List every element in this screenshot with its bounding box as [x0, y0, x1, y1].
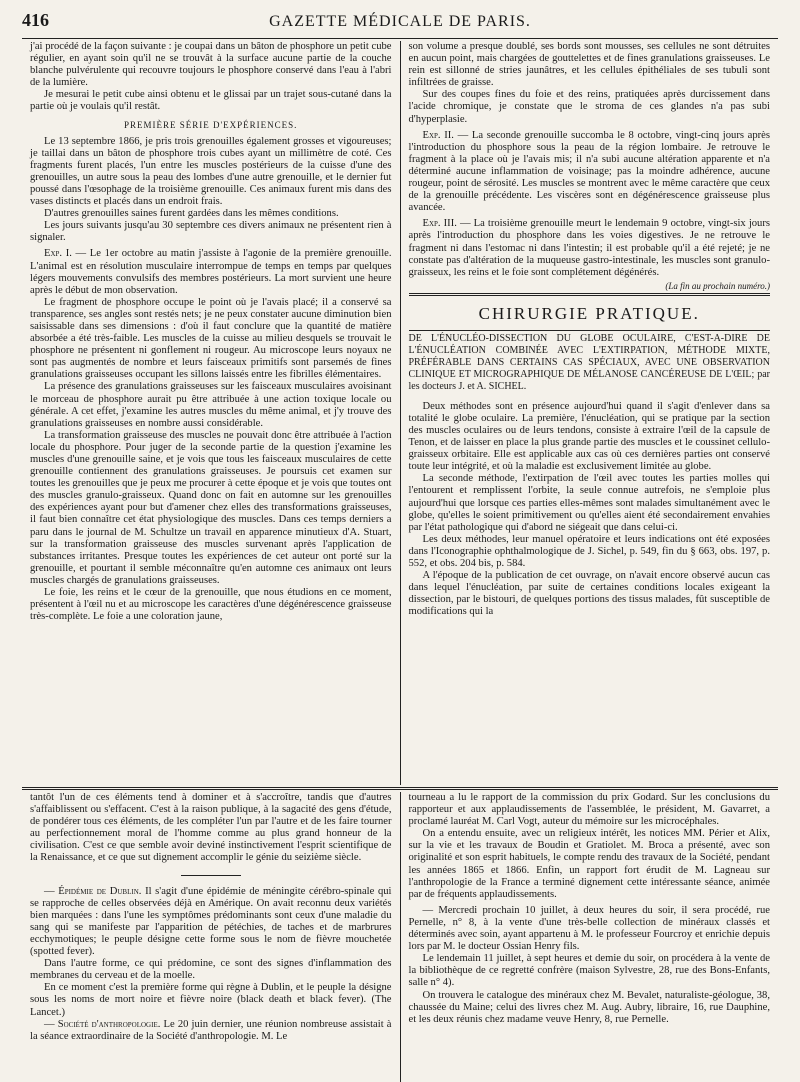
spacer [409, 393, 771, 401]
news-label: — Société d'anthropologie. [44, 1018, 161, 1030]
experiment-label: Exp. I. [44, 248, 72, 260]
paragraph: Le lendemain 11 juillet, à sept heures et demie du soir, on procédera à la vente de la bibliothèque de ce regretté confrère (maison Sylvestre, 28, rue des Bons-Enfants, salle n° 4). [408, 953, 770, 989]
news-label: — Épidémie de Dublin. [44, 885, 142, 897]
bottom-columns [22, 792, 778, 1082]
experiment-label: Exp. II. [422, 129, 454, 141]
section-rule [409, 293, 771, 296]
paragraph: Le foie, les reins et le cœur de la grenouille, que nous étudions en ce moment, présentent à l'œil nu et au microscope les caractères d'une dégénérescence graisseuse très-complète. Le foie a une coloration jaune, [30, 587, 392, 623]
paragraph: Le fragment de phosphore occupe le point où je l'avais placé; il a conservé sa transparence, ses angles sont restés nets; je ne peux constater aucune diminution bien saisissable dans ses dimensions : d'où il faut conclure que la quantité de matière absorbée a été très-faible. Les muscles de la cuisse au milieu desquels se trouvait le phosphore ne présentent ni gonflement ni rougeur. Au microscope leurs noyaux ne sont pas augmentés de nombre et leurs faisceaux primitifs sont parsemés de fines granulations graisseuses occupant les sillons laissés entre les fibrilles élémentaires. [30, 296, 392, 381]
experiment-text: — La troisième grenouille meurt le lendemain 9 octobre, vingt-six jours après l'introduction du phosphore dans les voies digestives. Je ne retrouve le fragment ni dans l'estomac ni dans l'intestin; il est probable qu'il a été rejeté; je ne constate pas d'altération de la muqueuse gastro-intestinale, les muscles sont granulo-graisseux, les reins et le foie sont complétement dégénérés. [408, 218, 771, 278]
experiment-text: — Le 1er octobre au matin j'assiste à l'agonie de la première grenouille. L'animal est en résolution musculaire interrompue de temps en temps par quelques légers mouvements convulsifs des membres postérieurs. La mort survient une heure après le début de mon observation. [30, 248, 392, 296]
paragraph: Deux méthodes sont en présence aujourd'hui quand il s'agit d'enlever dans sa totalité le globe oculaire. La première, l'énucléation, qui se pratique par la section des muscles oculaires ou de leurs tendons, consiste à extraire l'œil de la capsule de Tenon, et de laisser en place la plus grande partie des muscles et le coussinet cellulo-graisseux orbitaire. Elle est applicable aux cas où ces dernières parties ont conservé toute leur intégrité, et où la maladie est exclusivement limitée au globe. [408, 400, 770, 473]
left-column-top [22, 41, 400, 785]
paragraph: A l'époque de la publication de cet ouvrage, on n'avait encore observé aucun cas dans lequel l'énucléation, par suite de certaines conditions locales exigeant la dissection, par le bistouri, de quelques portions des tissus malades, fût susceptible de modifications qui la [408, 570, 770, 618]
paragraph: La seconde méthode, l'extirpation de l'œil avec toutes les parties molles qui l'entourent et remplissent l'orbite, la seule connue autrefois, ne s'emploie plus aujourd'hui que lorsque ces parties elles-mêmes sont malades simultanément avec le globe, qu'elles le soient primitivement ou qu'elles aient été secondairement envahies par l'état pathologique qui d'abord ne siégeait que dans celui-ci. [408, 473, 770, 533]
paragraph: Les deux méthodes, leur manuel opératoire et leurs indications ont été exposées dans l'Iconographie ophthalmologique de J. Sichel, p. 549, fin du § 663, obs. 197, p. 552, et obs. 204 bis, p. 584. [408, 533, 770, 569]
paragraph: La transformation graisseuse des muscles ne pouvait donc être attribuée à l'action locale du phosphore. Pour juger de la seconde partie de la question j'examine les muscles d'une grenouille saine, et je vois que tous les faisceaux musculaires de cette grenouille contiennent des granulations graisseuses. Je poursuis cet examen sur toutes les grenouilles que je peux me procurer à cette époque et je vois que toutes ont des muscles granulo-graisseux. Quand donc on fait en automne sur les grenouilles des expériences ayant pour but d'amener chez elles des transformations graisseuses, il faut bien connaître cet état physiologique des muscles. Dans ces temps derniers a paru dans le journal de M. Schultze un travail en apparence minutieux d'A. Stuart, sur la transformation graisseuse des muscles survenant après l'application de substances irritantes. Presque toutes les expériences de cet auteur ont porté sur la grenouille, et pourtant il semble méconnaître qu'en automne ces animaux ont leurs muscles chargés de granulations graisseuses. [30, 429, 392, 586]
paragraph: — Mercredi prochain 10 juillet, à deux heures du soir, il sera procédé, rue Pernelle, n° 8, à la vente d'une très-belle collection de minéraux classés et déterminés avec soin, ayant appartenu à M. le professeur Fourcroy et enrichie depuis lors par M. le docteur Ossian Henry fils. [408, 904, 770, 953]
paragraph: Dans l'autre forme, ce qui prédomine, ce sont des signes d'inflammation des membranes du cerveau et de la moelle. [30, 958, 392, 982]
news-paragraph [30, 1019, 392, 1043]
paragraph: j'ai procédé de la façon suivante : je coupai dans un bâton de phosphore un petit cube régulier, en ayant soin qu'il ne se trouvât à la surface aucune partie de la couche blanche pulvérulente qui recouvre toujours le phosphore conservé dans l'eau à l'abri de la lumière. [30, 41, 392, 89]
journal-title: GAZETTE MÉDICALE DE PARIS. [269, 13, 531, 30]
experiment-paragraph [409, 130, 771, 215]
short-rule [181, 875, 241, 876]
experiment-paragraph [30, 248, 392, 296]
paragraph: Sur des coupes fines du foie et des reins, pratiquées après durcissement dans l'acide chromique, je constate que le stroma de ces glandes n'a pas subi d'hyperplasie. [408, 89, 770, 125]
experiment-paragraph [409, 218, 771, 278]
experiment-text: — La seconde grenouille succomba le 8 octobre, vingt-cinq jours après l'introduction du phosphore sous la peau de la région lombaire. Je retrouve le fragment à la place où je l'avais mis; il n'a subi aucune altération apparente et n'a déterminé aucune inflammation de voisinage; pas la moindre adhérence, aucune rougeur, point de sérosité. Les muscles se montrent avec le même caractère que ceux de la grenouille précédente. Les viscères sont en dégénérescence graisseuse plus avancée. [408, 129, 771, 214]
news-text: Il s'agit d'une épidémie de méningite cérébro-spinale qui se rapproche de celles observées déjà en Amérique. On avait reconnu deux variétés bien marquées : dans l'une les symptômes prédominants sont ceux d'une maladie du sang qui se manifeste par l'apparition de pétéchies, de taches et de marbrures ecchymotiques; le peuple désigne cette forme sous le nom de fièvre mouchetée (spotted fever). [30, 885, 392, 958]
experiment-label: Exp. III. [422, 218, 457, 230]
page-number: 416 [22, 10, 49, 30]
paragraph: On trouvera le catalogue des minéraux chez M. Bevalet, naturaliste-géologue, 38, chaussée du Maine; celui des livres chez M. Aug. Aubry, libraire, 16, rue Dauphine, et les deux réunis chez madame veuve Henry, 8, rue Pernelle. [408, 989, 770, 1025]
left-column-bottom [22, 792, 400, 1082]
page-header [22, 10, 778, 36]
section-title-rule [409, 330, 771, 331]
paragraph: son volume a presque doublé, ses bords sont mousses, ses cellules ne sont détruites en aucun point, mais chargées de gouttelettes et de fines granulations graisseuses. Le rein est sillonné de stries jaunâtres, et les cellules épithéliales de ses tubuli sont infiltrées de graisse. [408, 41, 770, 89]
paragraph: Je mesurai le petit cube ainsi obtenu et le glissai par un trajet sous-cutané dans la partie où je voulais qu'il restât. [30, 89, 392, 113]
paragraph: En ce moment c'est la première forme qui règne à Dublin, et le peuple la désigne sous les noms de mort noire et fièvre noire (black death et black fever). (The Lancet.) [30, 982, 392, 1018]
paragraph: tantôt l'un de ces éléments tend à dominer et à s'accroître, tandis que d'autres s'affaiblissent ou s'effacent. C'est à la raison publique, à la sagacité des gens d'étude, de pondérer tous ces éléments, de les compléter l'un par l'autre et de les faire tourner au perfectionnement moral de l'homme comme au plus grand honneur de la civilisation. C'est ce que semble avoir deviné instinctivement l'esprit scientifique de la Renaissance, et ce que sut dignement accomplir le génie du seizième siècle. [30, 792, 392, 864]
paragraph: La présence des granulations graisseuses sur les faisceaux musculaires avoisinant le morceau de phosphore aurait pu être attribuée à une action toxique locale ou générale. A cet effet, j'examine les autres muscles du même animal, et j'y trouve des granulations graisseuses en nombre aussi considérable. [30, 381, 392, 429]
article-title [409, 333, 771, 393]
page-divider [22, 787, 778, 790]
paragraph: tourneau a lu le rapport de la commission du prix Godard. Sur les conclusions du rapporteur et aux applaudissements de l'assemblée, le président, M. Gavarret, a proclamé lauréat M. Carl Vogt, auteur du mémoire sur les microcéphales. [408, 792, 770, 828]
paragraph: D'autres grenouilles saines furent gardées dans les mêmes conditions. [44, 208, 339, 220]
top-columns [22, 41, 778, 785]
header-rule [22, 38, 778, 39]
paragraph: Les jours suivants jusqu'au 30 septembre ces divers animaux ne présentent rien à signaler. [30, 220, 392, 244]
right-column-bottom [400, 792, 779, 1082]
series-heading: PREMIÈRE SÉRIE D'EXPÉRIENCES. [124, 119, 298, 130]
paragraph: Le 13 septembre 1866, je pris trois grenouilles également grosses et vigoureuses; je taillai dans un bâton de phosphore trois cubes ayant un millimètre de coté. Ces fragments furent placés, l'un entre les muscles postérieurs de la cuisse d'une des grenouilles, un autre sous la peau des lombes d'une autre grenouille, et le dernier fut poussé dans l'œsophage de la troisième grenouille. Ces animaux furent mis dans des vases distincts et placés dans un endroit frais. [30, 135, 392, 208]
paragraph: On a entendu ensuite, avec un religieux intérêt, les notices MM. Périer et Alix, sur la vie et les travaux de Boudin et Gratiolet. M. Broca a présenté, avec son originalité et son esprit habituels, le compte rendu des travaux de la Société, pendant les années 1865 et 1866. Enfin, un rapport fort érudit de M. Lagneau sur l'anthropologie de la France a terminé dignement cette intéressante séance, animée par de fréquents applaudissements. [408, 828, 770, 900]
news-text: Le 20 juin dernier, une réunion nombreuse assistait à la séance extraordinaire de la Société d'anthropologie. M. Le [30, 1018, 392, 1042]
article-title-text: DE L'ÉNUCLÉO-DISSECTION DU GLOBE OCULAIRE, C'EST-A-DIRE DE L'ÉNUCLÉATION COMBINÉE AVEC L'EXTIRPATION, MÉTHODE MIXTE, PRÉFÉRABLE DANS CERTAINS CAS SPÉCIAUX, AVEC UNE OBSERVATION CLINIQUE ET MICROGRAPHIQUE DE MÉLANOSE CANCÉREUSE DE L'ŒIL; par les docteurs J. et A. SICHEL. [408, 332, 770, 392]
news-paragraph [30, 886, 392, 959]
continued-note: (La fin au prochain numéro.) [665, 280, 770, 291]
right-column-top [400, 41, 779, 785]
section-title: CHIRURGIE PRATIQUE. [478, 303, 700, 323]
